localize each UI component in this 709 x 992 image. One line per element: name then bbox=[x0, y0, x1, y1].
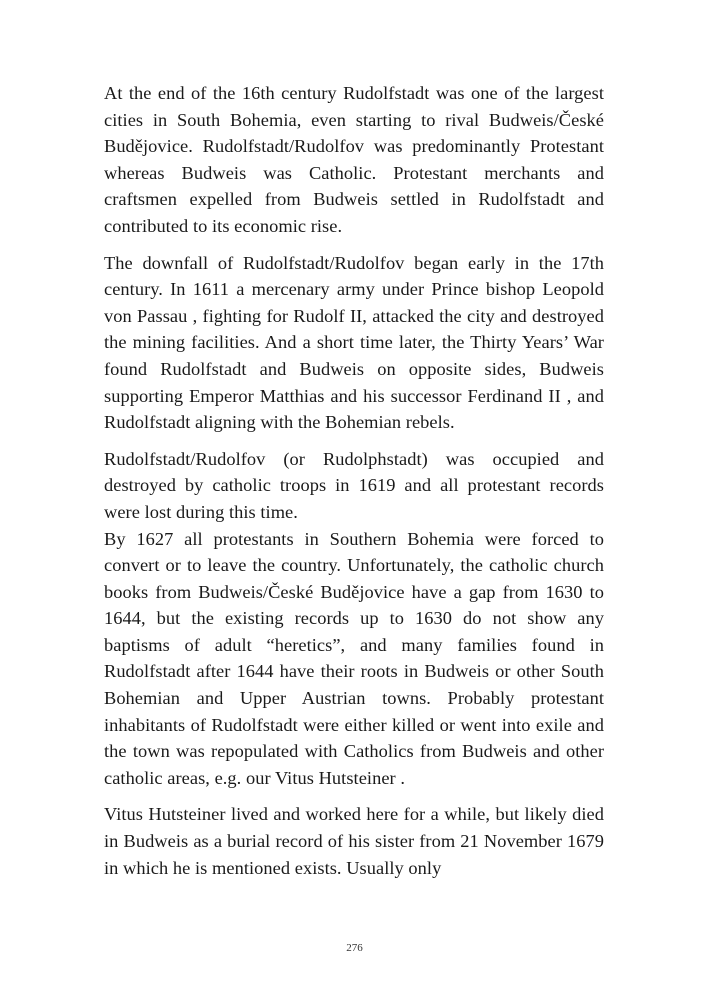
paragraph-rudolfstadt-downfall: The downfall of Rudolfstadt/Rudolfov began early in the 17th century. In 1611 a mercenary army under Prince bishop Leopold von Passau , fighting for Rudolf II, attacked the city and destroyed the mining facilities. And a short time later, the Thirty Years’ War found Rudolfstadt and Budweis on opposite sides, Budweis supporting Emperor Matthias and his successor Ferdinand II , and Rudolfstadt aligning with the Bohemian rebels. bbox=[104, 252, 604, 433]
paragraph-occupation-1619: Rudolfstadt/Rudolfov (or Rudolphstadt) was occupied and destroyed by catholic troops in 1619 and all protestant records were lost during this time. bbox=[104, 448, 604, 522]
paragraph-conversion-1627: By 1627 all protestants in Southern Bohemia were forced to convert or to leave the country. Unfortunately, the catholic church books from Budweis/České Budějovice have a gap from 1630 to 1644, but the existing records up to 1630 do not show any baptisms of adult “heretics”, and many families found in Rudolfstadt after 1644 have their roots in Budweis or other South Bohemian and Upper Austrian towns. Probably protestant inhabitants of Rudolfstadt were either killed or went into exile and the town was repopulated with Catholics from Budweis and other catholic areas, e.g. our Vitus Hutsteiner . bbox=[104, 528, 604, 788]
document-page bbox=[104, 80, 604, 881]
page-number: 276 bbox=[346, 942, 363, 954]
paragraph-rudolfstadt-rise: At the end of the 16th century Rudolfstadt was one of the largest cities in South Bohemia, even starting to rival Budweis/České Budějovice. Rudolfstadt/Rudolfov was predominantly Protestant whereas Budweis was Catholic. Protestant merchants and craftsmen expelled from Budweis settled in Rudolfstadt and contributed to its economic rise. bbox=[104, 83, 604, 236]
paragraph-vitus-hutsteiner: Vitus Hutsteiner lived and worked here for a while, but likely died in Budweis as a burial record of his sister from 21 November 1679 in which he is mentioned exists. Usually only bbox=[104, 804, 604, 878]
